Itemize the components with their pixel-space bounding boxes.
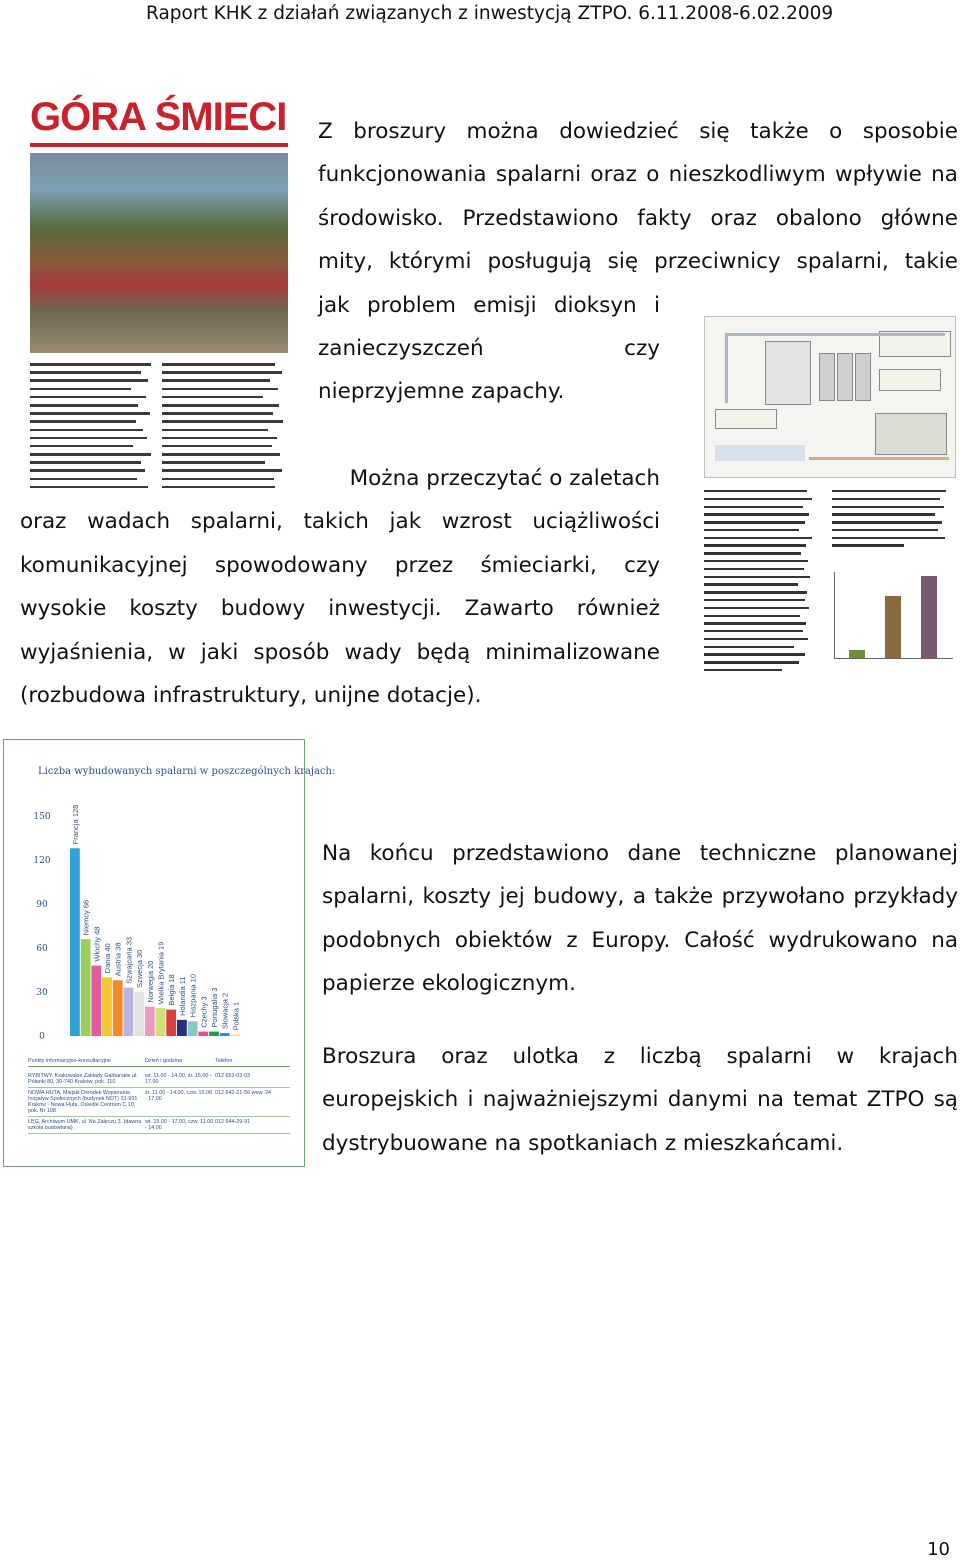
incinerators-by-country-chart <box>3 739 336 1167</box>
brochure2-text-left <box>704 490 816 677</box>
bar-label: Norwegia 20 <box>145 960 155 1003</box>
bar-włochy <box>91 966 101 1036</box>
y-tick-label: 0 <box>39 1032 45 1042</box>
bar-niemcy <box>81 939 91 1036</box>
bar-wielka-brytania <box>156 1008 166 1036</box>
contact-header-hours: Dzień i godzina <box>145 1058 182 1064</box>
bar-label: Polska 1 <box>231 1001 241 1031</box>
page-number: 10 <box>927 1539 950 1560</box>
bar-label: Holandia 11 <box>177 976 187 1016</box>
incinerator-diagram <box>704 316 956 478</box>
contact-phone: 012 644-29-91 <box>215 1119 251 1125</box>
paragraph-4: Broszura oraz ulotka z liczbą spalarni w krajach europejskich i najważniejszymi danymi na temat ZTPO są dystrybuowane na spotkaniach z mieszkańcami. <box>322 1044 958 1156</box>
contact-header-place: Punkty informacyjno-konsultacyjne <box>28 1058 111 1064</box>
contact-header-phone: Telefon <box>215 1058 233 1064</box>
contact-phone: 012 642-21-56 wew. 24 <box>215 1090 272 1096</box>
brochure-title-rule <box>30 143 288 147</box>
contact-row <box>28 1088 290 1117</box>
bar-szwajcaria <box>124 988 134 1036</box>
contact-hours: wt. 11.00 - 14.00, śr. 15.00 - 17.00 <box>145 1073 212 1085</box>
brochure-gora-smieci-image <box>22 95 296 495</box>
contact-place: ŁĘG, Archiwum UMK, ul. Na Załęczu 3, (dawna szkoła budowlana) <box>28 1119 142 1131</box>
contact-table <box>28 1058 290 1134</box>
bar-label: Słowacja 2 <box>220 992 230 1030</box>
brochure-title: GÓRA ŚMIECI <box>30 95 287 139</box>
contact-hours: śr. 11.00 - 14.00, czw. 15.00 - 17.00 <box>145 1090 213 1102</box>
bar-label: Szwajcaria 33 <box>124 936 134 984</box>
paragraph-1-text: Z broszury można dowiedzieć się także o sposobie funkcjonowania spalarni oraz o nieszkodliwym wpływie na środowisko. Przedstawiono fakty oraz obalono główne mity, którymi posługują się przeciwnicy spalarni, takie <box>318 119 958 275</box>
brochure-incinerator-image <box>700 312 956 700</box>
bar-label: Włochy 48 <box>92 926 102 962</box>
paragraph-2-first-line: Można przeczytać o zaletach <box>349 466 660 491</box>
bar-label: Niemcy 66 <box>81 899 91 936</box>
bar-label: Portugalia 3 <box>210 987 219 1028</box>
bar-label: Dania 40 <box>103 943 112 974</box>
contact-hours: wt. 15.00 - 17.00, czw. 11.00 - 14.00 <box>145 1119 214 1131</box>
contact-table-header <box>28 1058 290 1067</box>
bar-label: Francja 128 <box>70 804 80 845</box>
bar-słowacja <box>220 1033 230 1036</box>
bar-label: Czechy 3 <box>199 996 209 1028</box>
bar-austria <box>113 980 123 1036</box>
contact-phone: 012 653-03-03 <box>215 1073 251 1079</box>
bar-holandia <box>177 1020 187 1036</box>
bar-label: Belgia 18 <box>167 974 177 1006</box>
paragraph-3: Na końcu przedstawiono dane techniczne planowanej spalarni, koszty jej budowy, a także przywołano przykłady podobnych obiektów z Europy. Całość wydrukowano na papierze ekologicznym. <box>322 841 958 997</box>
bar-czechy <box>198 1032 208 1036</box>
y-tick-label: 90 <box>36 900 48 910</box>
y-tick-label: 60 <box>36 944 48 954</box>
y-tick-label: 150 <box>33 812 51 822</box>
bar-label: Austria 38 <box>113 942 123 977</box>
emissions-bar-chart <box>834 572 953 659</box>
bar-dania <box>102 977 112 1036</box>
brochure2-text-right <box>832 490 952 552</box>
page-header: Raport KHK z działań związanych z inwestycją ZTPO. 6.11.2008-6.02.2009 <box>146 3 834 24</box>
bar-label: Hiszpania 10 <box>188 973 198 1018</box>
chart-title: Liczba wybudowanych spalarni w poszczególnych krajach: <box>38 766 336 777</box>
contact-place: NOWA HUTA, Miejski Ośrodek Wspierania Inicjatyw Społecznych (budynek NOT) 31-931 Kraków - Nowa Huta, Osiedle Centrum C 10, pok. Nr 108 <box>28 1090 138 1114</box>
contact-row <box>28 1071 290 1088</box>
bar-norwegia <box>145 1007 155 1036</box>
bar-polska <box>231 1035 241 1036</box>
bar-portugalia <box>209 1032 219 1036</box>
bar-label: Szwecja 30 <box>135 949 145 988</box>
y-tick-label: 30 <box>36 988 48 998</box>
paragraph-1-text-continued: jak problem emisji dioksyn i zanieczyszczeń czy nieprzyjemne zapachy. <box>318 292 660 405</box>
bar-szwecja <box>134 992 144 1036</box>
paragraph-2 <box>20 457 660 717</box>
bar-francja <box>70 848 80 1036</box>
chart-plot <box>4 780 304 1050</box>
bar-hiszpania <box>188 1021 198 1036</box>
y-tick-label: 120 <box>33 856 51 866</box>
landfill-photo <box>30 153 288 353</box>
bar-belgia <box>166 1010 176 1036</box>
paragraph-2-text: oraz wadach spalarni, takich jak wzrost uciążliwości komunikacyjnej spowodowany przez śmieciarki, czy wysokie koszty budowy inwestycji. Zawarto również wyjaśnienia, w jaki sposób wady będą minimalizowane (rozbudowa infrastruktury, unijne dotacje). <box>20 509 660 709</box>
bar-label: Wielka Brytania 19 <box>156 941 166 1005</box>
contact-place: RYBITWY, Krakowskie Zakłady Garbarskie ul. Półanki 80, 30-740 Kraków, pok. 110 <box>28 1073 138 1085</box>
contact-row <box>28 1117 290 1134</box>
